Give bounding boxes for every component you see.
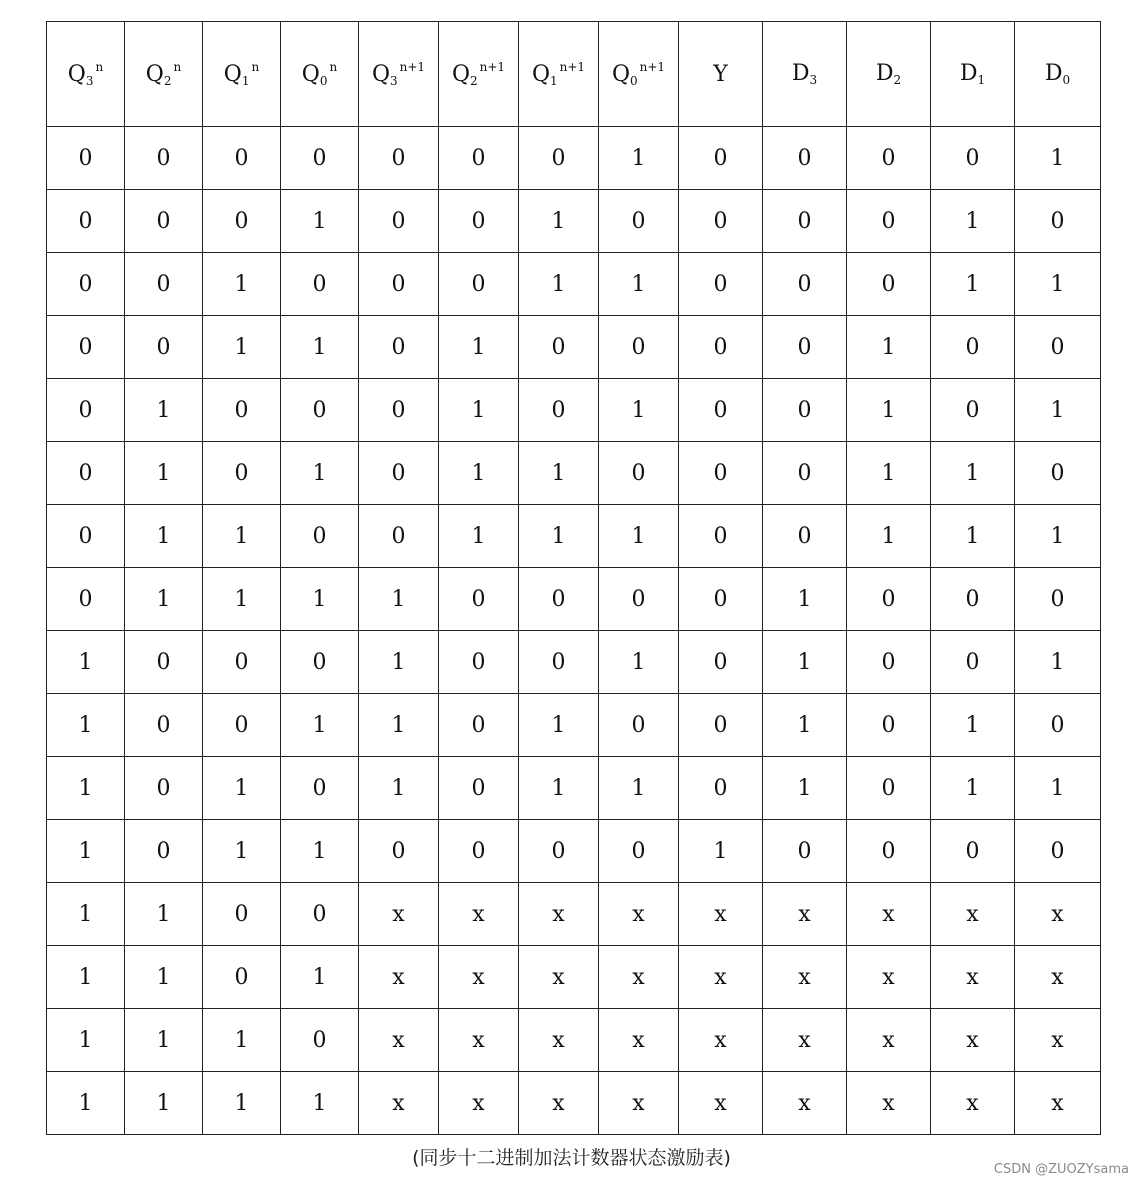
table-cell: 1	[281, 442, 359, 505]
table-cell: 0	[359, 127, 439, 190]
table-cell: x	[599, 946, 679, 1009]
table-cell: 0	[281, 631, 359, 694]
table-cell: x	[931, 1009, 1015, 1072]
table-row	[47, 946, 1101, 1009]
table-row	[47, 190, 1101, 253]
table-cell: 0	[125, 694, 203, 757]
table-cell: 1	[281, 190, 359, 253]
table-cell: 0	[203, 946, 281, 1009]
table-cell: 0	[679, 442, 763, 505]
column-header: $Q_2^n$	[125, 22, 203, 127]
table-cell: 1	[763, 757, 847, 820]
table-cell: 0	[125, 820, 203, 883]
table-cell: 1	[847, 505, 931, 568]
table-cell: 0	[763, 379, 847, 442]
table-cell: 0	[763, 820, 847, 883]
table-row	[47, 442, 1101, 505]
table-cell: 0	[599, 694, 679, 757]
table-row	[47, 505, 1101, 568]
table-cell: 0	[519, 127, 599, 190]
table-cell: 0	[519, 820, 599, 883]
table-cell: 0	[125, 757, 203, 820]
table-cell: 1	[1015, 757, 1101, 820]
table-cell: 1	[599, 127, 679, 190]
table-cell: 0	[359, 316, 439, 379]
column-header: $Q_1^n$	[203, 22, 281, 127]
table-cell: x	[359, 883, 439, 946]
table-cell: 0	[847, 127, 931, 190]
table-cell: 0	[679, 568, 763, 631]
table-cell: 1	[359, 694, 439, 757]
table-row	[47, 568, 1101, 631]
table-cell: 1	[519, 505, 599, 568]
table-cell: x	[763, 1009, 847, 1072]
column-header: $D_2$	[847, 22, 931, 127]
table-cell: 0	[125, 316, 203, 379]
table-cell: 1	[439, 316, 519, 379]
table-cell: 0	[763, 442, 847, 505]
column-header: $Q_0^n$	[281, 22, 359, 127]
table-cell: 1	[125, 1009, 203, 1072]
table-cell: 0	[679, 316, 763, 379]
table-cell: 0	[1015, 694, 1101, 757]
table-row	[47, 379, 1101, 442]
table-cell: x	[763, 883, 847, 946]
table-cell: 0	[47, 253, 125, 316]
table-row	[47, 316, 1101, 379]
table-cell: 1	[203, 1072, 281, 1135]
table-cell: 0	[47, 316, 125, 379]
table-cell: 0	[519, 568, 599, 631]
table-cell: x	[679, 946, 763, 1009]
table-cell: 1	[281, 820, 359, 883]
table-cell: 0	[203, 442, 281, 505]
table-cell: 0	[931, 316, 1015, 379]
column-header: $Q_3^{n+1}$	[359, 22, 439, 127]
table-cell: 1	[125, 568, 203, 631]
table-cell: 0	[281, 757, 359, 820]
table-cell: 0	[847, 190, 931, 253]
table-cell: 1	[47, 757, 125, 820]
table-cell: x	[847, 1009, 931, 1072]
table-cell: 1	[931, 253, 1015, 316]
table-cell: 1	[47, 694, 125, 757]
table-cell: 1	[47, 1072, 125, 1135]
table-cell: 1	[281, 694, 359, 757]
table-cell: 0	[599, 190, 679, 253]
table-cell: 0	[439, 820, 519, 883]
table-cell: 1	[281, 1072, 359, 1135]
table-cell: x	[931, 946, 1015, 1009]
table-cell: 0	[281, 253, 359, 316]
table-cell: x	[439, 883, 519, 946]
table-cell: 0	[847, 631, 931, 694]
table-cell: x	[763, 946, 847, 1009]
table-cell: 0	[1015, 568, 1101, 631]
table-cell: 0	[359, 190, 439, 253]
table-cell: 0	[359, 505, 439, 568]
table-cell: 0	[679, 379, 763, 442]
table-cell: 0	[679, 253, 763, 316]
table-cell: 1	[47, 820, 125, 883]
table-cell: 1	[439, 442, 519, 505]
table-row	[47, 757, 1101, 820]
column-header: Y	[679, 22, 763, 127]
table-cell: 0	[47, 568, 125, 631]
table-cell: x	[847, 1072, 931, 1135]
table-cell: 0	[203, 190, 281, 253]
table-row	[47, 883, 1101, 946]
table-cell: 1	[599, 505, 679, 568]
column-header: $D_1$	[931, 22, 1015, 127]
table-cell: 0	[125, 253, 203, 316]
table-cell: x	[519, 1072, 599, 1135]
table-cell: 0	[359, 442, 439, 505]
table-cell: 1	[125, 883, 203, 946]
table-row	[47, 253, 1101, 316]
table-cell: x	[359, 1072, 439, 1135]
table-cell: 0	[125, 127, 203, 190]
table-cell: 0	[203, 127, 281, 190]
table-cell: 0	[439, 694, 519, 757]
table-cell: 0	[1015, 820, 1101, 883]
table-cell: 0	[519, 631, 599, 694]
table-cell: 0	[203, 883, 281, 946]
table-cell: 1	[599, 757, 679, 820]
column-header: $Q_1^{n+1}$	[519, 22, 599, 127]
table-cell: 1	[931, 442, 1015, 505]
table-cell: 0	[847, 694, 931, 757]
table-cell: 0	[439, 190, 519, 253]
table-cell: 0	[931, 568, 1015, 631]
table-cell: 0	[519, 379, 599, 442]
table-cell: 1	[281, 568, 359, 631]
table-cell: 0	[359, 820, 439, 883]
table-cell: 0	[599, 820, 679, 883]
table-cell: 1	[203, 1009, 281, 1072]
table-cell: 0	[763, 505, 847, 568]
table-cell: 1	[1015, 505, 1101, 568]
table-cell: 0	[763, 190, 847, 253]
table-cell: 1	[359, 568, 439, 631]
column-header: $Q_0^{n+1}$	[599, 22, 679, 127]
table-cell: 1	[599, 631, 679, 694]
table-row	[47, 631, 1101, 694]
table-cell: 0	[931, 127, 1015, 190]
table-cell: 0	[763, 253, 847, 316]
table-cell: 1	[519, 253, 599, 316]
table-cell: 0	[931, 820, 1015, 883]
table-cell: 0	[599, 568, 679, 631]
table-cell: 0	[47, 190, 125, 253]
column-header: $D_0$	[1015, 22, 1101, 127]
table-cell: 0	[931, 631, 1015, 694]
table-cell: 0	[47, 505, 125, 568]
table-cell: 1	[1015, 127, 1101, 190]
table-cell: 0	[439, 253, 519, 316]
table-cell: x	[1015, 883, 1101, 946]
table-cell: 0	[203, 631, 281, 694]
table-cell: 0	[931, 379, 1015, 442]
table-caption: (同步十二进制加法计数器状态激励表)	[412, 1147, 731, 1169]
table-cell: 0	[1015, 316, 1101, 379]
table-cell: x	[439, 1009, 519, 1072]
table-cell: 1	[203, 505, 281, 568]
table-cell: 1	[931, 694, 1015, 757]
table-cell: 1	[203, 568, 281, 631]
table-cell: 0	[281, 883, 359, 946]
table-cell: 0	[599, 316, 679, 379]
table-cell: 1	[519, 694, 599, 757]
table-cell: 1	[763, 694, 847, 757]
table-header-row	[47, 22, 1101, 127]
table-cell: 0	[763, 316, 847, 379]
table-cell: 1	[125, 946, 203, 1009]
table-cell: 1	[847, 442, 931, 505]
table-cell: 1	[679, 820, 763, 883]
table-cell: 0	[203, 379, 281, 442]
table-cell: x	[1015, 1009, 1101, 1072]
table-cell: 1	[847, 379, 931, 442]
table-cell: 0	[847, 253, 931, 316]
table-cell: 1	[931, 505, 1015, 568]
table-cell: 0	[281, 505, 359, 568]
table-cell: 1	[931, 190, 1015, 253]
table-cell: 0	[679, 694, 763, 757]
table-cell: 1	[281, 316, 359, 379]
table-cell: 0	[439, 757, 519, 820]
table-row	[47, 1009, 1101, 1072]
table-cell: 0	[439, 568, 519, 631]
table-cell: 0	[679, 127, 763, 190]
table-cell: 0	[125, 631, 203, 694]
table-cell: 1	[599, 379, 679, 442]
table-cell: 0	[599, 442, 679, 505]
table-cell: x	[599, 1009, 679, 1072]
table-cell: x	[679, 1072, 763, 1135]
table-cell: 0	[1015, 442, 1101, 505]
table-cell: x	[599, 883, 679, 946]
table-cell: x	[1015, 946, 1101, 1009]
column-header: $Q_2^{n+1}$	[439, 22, 519, 127]
table-cell: 1	[47, 946, 125, 1009]
table-cell: 1	[203, 757, 281, 820]
table-cell: 0	[203, 694, 281, 757]
table-cell: 0	[1015, 190, 1101, 253]
table-cell: 0	[679, 505, 763, 568]
column-header: $Q_3^n$	[47, 22, 125, 127]
table-body	[47, 127, 1101, 1135]
table-cell: 1	[125, 379, 203, 442]
table-cell: 1	[931, 757, 1015, 820]
table-cell: x	[519, 883, 599, 946]
table-cell: 1	[125, 505, 203, 568]
table-cell: 1	[359, 757, 439, 820]
table-cell: x	[679, 883, 763, 946]
table-cell: x	[439, 946, 519, 1009]
table-cell: 0	[519, 316, 599, 379]
table-cell: 0	[763, 127, 847, 190]
table-cell: x	[599, 1072, 679, 1135]
table-cell: 1	[359, 631, 439, 694]
table-cell: 0	[281, 1009, 359, 1072]
table-cell: 1	[439, 379, 519, 442]
table-cell: 1	[203, 316, 281, 379]
table-cell: x	[359, 1009, 439, 1072]
table-cell: 0	[281, 379, 359, 442]
table-row	[47, 1072, 1101, 1135]
table-cell: 1	[1015, 631, 1101, 694]
table-cell: 0	[359, 379, 439, 442]
table-cell: 0	[439, 127, 519, 190]
table-cell: 0	[47, 127, 125, 190]
table-cell: 1	[125, 442, 203, 505]
table-cell: 1	[519, 190, 599, 253]
table-cell: x	[439, 1072, 519, 1135]
table-cell: 0	[47, 442, 125, 505]
table-cell: 0	[125, 190, 203, 253]
table-cell: 0	[281, 127, 359, 190]
table-row	[47, 127, 1101, 190]
table-cell: x	[931, 1072, 1015, 1135]
table-cell: 1	[763, 568, 847, 631]
table-cell: x	[1015, 1072, 1101, 1135]
table-cell: x	[359, 946, 439, 1009]
watermark: CSDN @ZUOZYsama	[993, 1162, 1129, 1177]
table-cell: 0	[679, 190, 763, 253]
state-excitation-table	[46, 21, 1101, 1135]
table-cell: 0	[47, 379, 125, 442]
table-cell: x	[519, 946, 599, 1009]
table-cell: 1	[763, 631, 847, 694]
table-cell: 1	[599, 253, 679, 316]
table-cell: x	[679, 1009, 763, 1072]
table-cell: x	[519, 1009, 599, 1072]
table-cell: 0	[679, 631, 763, 694]
table-cell: x	[847, 946, 931, 1009]
table-cell: 1	[281, 946, 359, 1009]
table-cell: 1	[125, 1072, 203, 1135]
table-cell: 1	[47, 883, 125, 946]
table-row	[47, 694, 1101, 757]
table-cell: 1	[203, 253, 281, 316]
table-cell: 1	[847, 316, 931, 379]
table-cell: 1	[47, 1009, 125, 1072]
table-cell: 0	[847, 820, 931, 883]
table-cell: 0	[439, 631, 519, 694]
table-cell: 0	[847, 757, 931, 820]
table-cell: 1	[519, 442, 599, 505]
column-header: $D_3$	[763, 22, 847, 127]
table-cell: 0	[847, 568, 931, 631]
table-cell: x	[931, 883, 1015, 946]
table-cell: 1	[47, 631, 125, 694]
table-cell: 1	[439, 505, 519, 568]
table-cell: x	[847, 883, 931, 946]
table-cell: 0	[679, 757, 763, 820]
table-row	[47, 820, 1101, 883]
table-cell: 1	[203, 820, 281, 883]
table-cell: 0	[359, 253, 439, 316]
table-cell: x	[763, 1072, 847, 1135]
table-cell: 1	[1015, 379, 1101, 442]
table-cell: 1	[1015, 253, 1101, 316]
table-cell: 1	[519, 757, 599, 820]
